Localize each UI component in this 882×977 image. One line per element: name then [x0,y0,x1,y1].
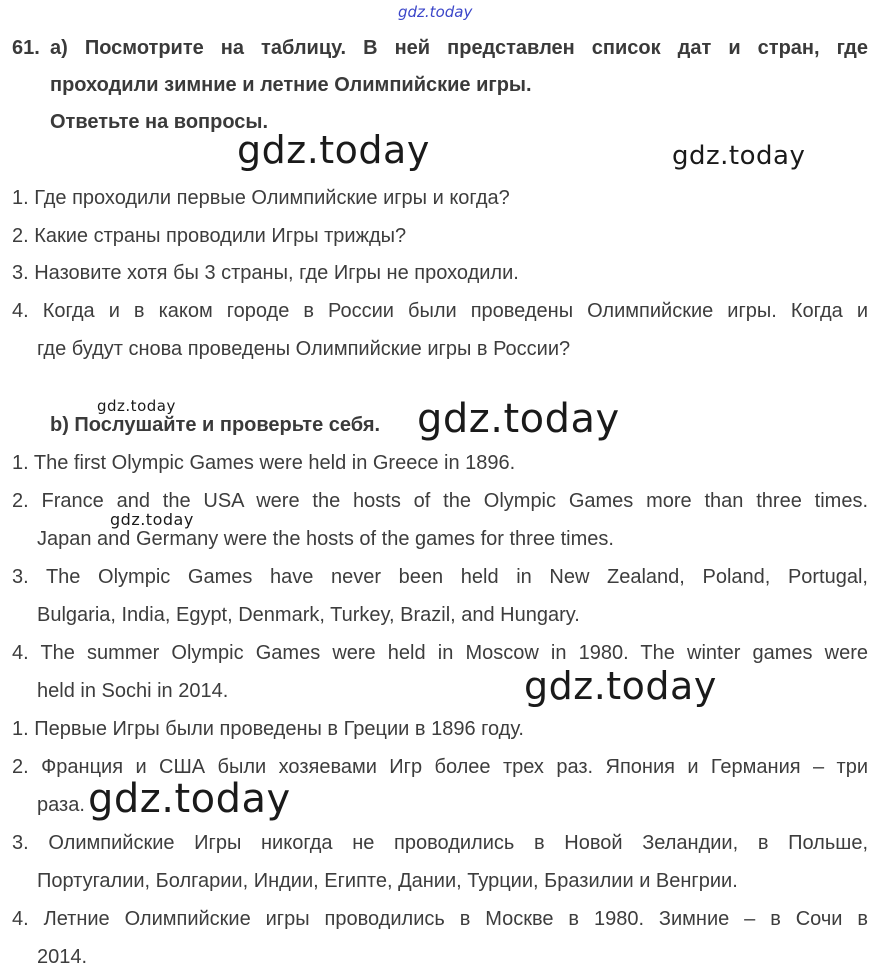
answer-ru-line: 2. Франция и США были хозяевами Игр более трех раз. Япония и Германия – три [12,756,868,778]
question-line: 2. Какие страны проводили Игры трижды? [12,225,407,247]
answer-ru-line: Португалии, Болгарии, Индии, Египте, Дании, Турции, Бразилии и Венгрии. [37,870,738,892]
watermark: gdz.today [110,510,194,529]
question-line: где будут снова проведены Олимпийские игры в России? [37,338,571,360]
task-a-heading-line: проходили зимние и летние Олимпийские игры. [50,74,532,96]
answer-en-line: held in Sochi in 2014. [37,680,229,702]
answer-en-line: 4. The summer Olympic Games were held in Moscow in 1980. The winter games were [12,642,868,664]
answer-en-line: Bulgaria, India, Egypt, Denmark, Turkey, Brazil, and Hungary. [37,604,580,626]
answer-ru-line: 2014. [37,946,88,968]
answer-en-line: 2. France and the USA were the hosts of the Olympic Games more than three times. [12,490,868,512]
watermark: gdz.today [237,128,430,172]
watermark: gdz.today [524,664,717,708]
watermark: gdz.today [97,397,176,415]
answer-ru-line: 1. Первые Игры были проведены в Греции в 1896 году. [12,718,524,740]
answer-en-line: 3. The Olympic Games have never been held in New Zealand, Poland, Portugal, [12,566,868,588]
answer-en-line: 1. The first Olympic Games were held in Greece in 1896. [12,452,516,474]
answer-en-line: Japan and Germany were the hosts of the games for three times. [37,528,614,550]
watermark-top: gdz.today [398,3,473,21]
question-line: 3. Назовите хотя бы 3 страны, где Игры не проходили. [12,262,519,284]
answer-ru-line: раза. [37,794,85,816]
watermark: gdz.today [672,141,806,171]
task-a-heading-line: a) Посмотрите на таблицу. В ней представлен список дат и стран, где [50,37,868,59]
answer-ru-line: 3. Олимпийские Игры никогда не проводились в Новой Зеландии, в Польше, [12,832,868,854]
question-line: 1. Где проходили первые Олимпийские игры и когда? [12,187,510,209]
answer-ru-line: 4. Летние Олимпийские игры проводились в Москве в 1980. Зимние – в Сочи в [12,908,868,930]
watermark: gdz.today [417,396,620,442]
task-b-heading: b) Послушайте и проверьте себя. [50,414,381,436]
task-a-heading-line: Ответьте на вопросы. [50,111,269,133]
question-line: 4. Когда и в каком городе в России были проведены Олимпийские игры. Когда и [12,300,868,322]
task-number: 61. [12,37,40,59]
watermark: gdz.today [88,776,291,822]
